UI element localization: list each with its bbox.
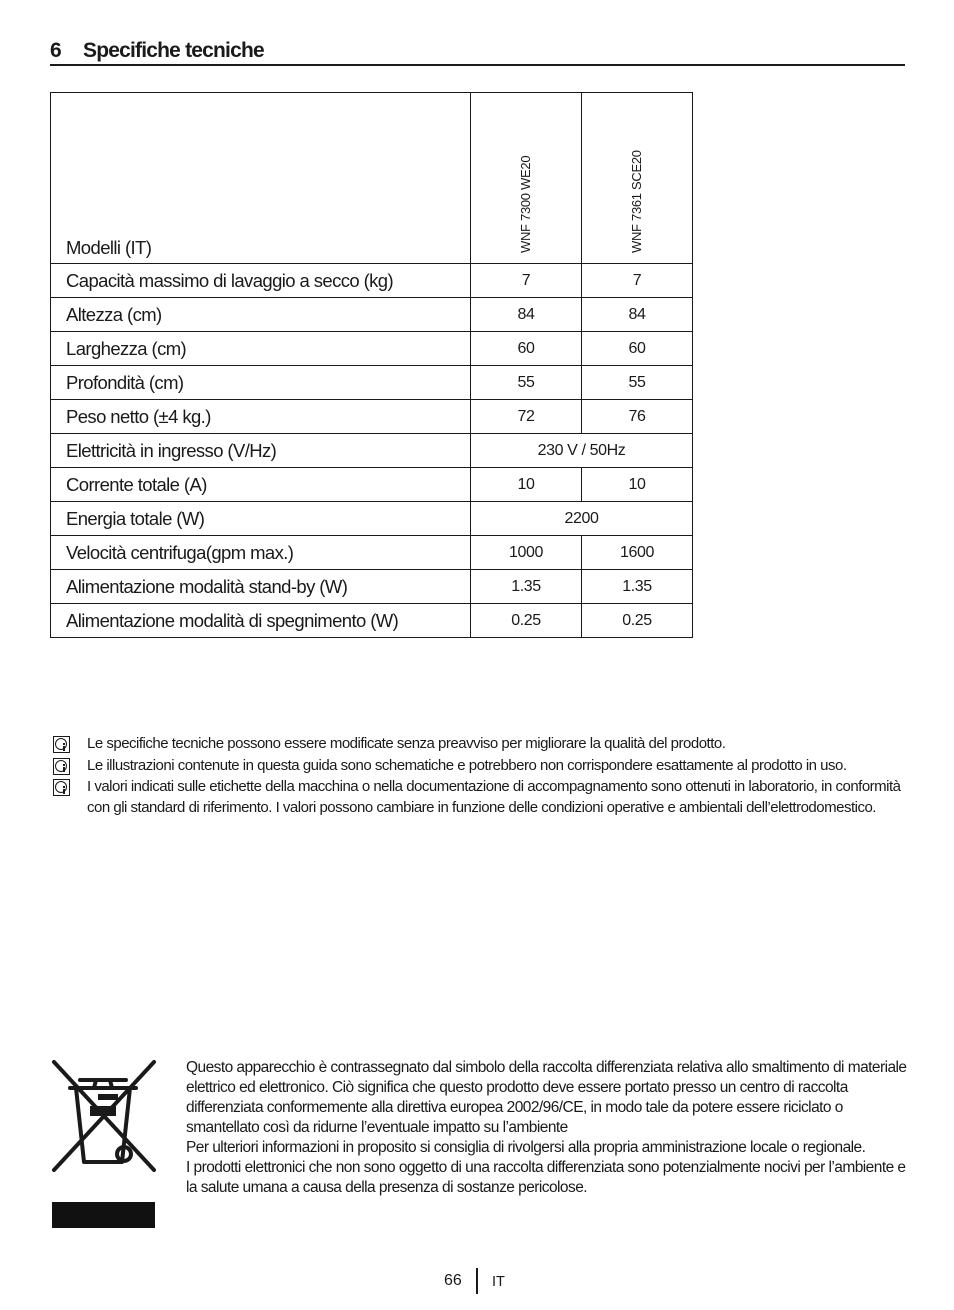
disposal-paragraph: Per ulteriori informazioni in proposito si consiglia di rivolgersi alla propria amministrazione locale o regionale. <box>186 1139 866 1156</box>
row-value: 84 <box>582 298 693 332</box>
crossed-bin-icon <box>50 1058 158 1178</box>
row-merged-value: 2200 <box>471 502 693 536</box>
footer-divider <box>476 1268 478 1294</box>
model-header-1 <box>471 93 582 264</box>
row-label: Alimentazione modalità stand-by (W) <box>51 570 471 604</box>
row-value: 60 <box>582 332 693 366</box>
model-name: WNF 7361 SCE20 <box>629 150 644 253</box>
disposal-text <box>186 1058 910 1198</box>
row-value: 76 <box>582 400 693 434</box>
row-value: 0.25 <box>582 604 693 638</box>
row-label: Altezza (cm) <box>51 298 471 332</box>
table-row <box>51 570 693 604</box>
row-value: 10 <box>582 468 693 502</box>
header-label: Modelli (IT) <box>51 93 471 264</box>
section-heading <box>50 38 905 66</box>
disposal-paragraph: Questo apparecchio è contrassegnato dal simbolo della raccolta differenziata relativa allo smaltimento di materiale elettrico ed elettronico. Ciò significa che questo prodotto deve essere portato presso un centro di raccolta differenziata conformemente alla direttiva europea 2002/96/CE, in modo tale da potere essere riciclato o smantellato così da ridurne l’eventuale impatto su l’ambiente <box>186 1059 907 1136</box>
section-title: Specifiche tecniche <box>83 39 264 62</box>
section-number: 6 <box>50 39 61 62</box>
note-item <box>50 777 910 818</box>
row-label: Larghezza (cm) <box>51 332 471 366</box>
row-value: 72 <box>471 400 582 434</box>
row-value: 7 <box>471 264 582 298</box>
page-number: 66 <box>444 1272 462 1289</box>
language-code: IT <box>492 1274 505 1290</box>
row-label: Energia totale (W) <box>51 502 471 536</box>
row-label: Alimentazione modalità di spegnimento (W) <box>51 604 471 638</box>
info-icon <box>53 736 70 753</box>
table-row <box>51 366 693 400</box>
page-footer <box>0 1268 954 1298</box>
row-value: 55 <box>582 366 693 400</box>
notes-list <box>50 734 910 819</box>
row-value: 1000 <box>471 536 582 570</box>
row-label: Corrente totale (A) <box>51 468 471 502</box>
row-merged-value: 230 V / 50Hz <box>471 434 693 468</box>
row-value: 1.35 <box>471 570 582 604</box>
row-value: 84 <box>471 298 582 332</box>
row-label: Elettricità in ingresso (V/Hz) <box>51 434 471 468</box>
info-icon <box>53 758 70 775</box>
row-value: 1600 <box>582 536 693 570</box>
table-row <box>51 536 693 570</box>
table-row <box>51 264 693 298</box>
table-row <box>51 468 693 502</box>
model-header-2 <box>582 93 693 264</box>
row-value: 10 <box>471 468 582 502</box>
note-text: Le specifiche tecniche possono essere modificate senza preavviso per migliorare la qualità del prodotto. <box>87 735 726 752</box>
table-row <box>51 434 693 468</box>
note-text: Le illustrazioni contenute in questa guida sono schematiche e potrebbero non corrispondere esattamente al prodotto in uso. <box>87 756 847 774</box>
note-item <box>50 756 910 777</box>
weee-black-bar <box>52 1202 155 1228</box>
note-text: I valori indicati sulle etichette della macchina o nella documentazione di accompagnamento sono ottenuti in laboratorio, in conformità con gli standard di riferimento. I valori possono cambiare in funzione delle condizioni operative e ambientali dell’elettrodomestico. <box>87 778 901 816</box>
row-value: 0.25 <box>471 604 582 638</box>
table-row <box>51 502 693 536</box>
row-value: 55 <box>471 366 582 400</box>
model-name: WNF 7300 WE20 <box>518 155 533 253</box>
row-value: 60 <box>471 332 582 366</box>
row-label: Profondità (cm) <box>51 366 471 400</box>
row-label: Peso netto (±4 kg.) <box>51 400 471 434</box>
table-row <box>51 332 693 366</box>
row-value: 7 <box>582 264 693 298</box>
table-header-row <box>51 93 693 264</box>
table-row <box>51 298 693 332</box>
spec-table <box>50 92 693 638</box>
table-row <box>51 400 693 434</box>
row-value: 1.35 <box>582 570 693 604</box>
table-row <box>51 604 693 638</box>
row-label: Capacità massimo di lavaggio a secco (kg) <box>51 264 471 298</box>
disposal-paragraph: I prodotti elettronici che non sono oggetto di una raccolta differenziata sono potenzialmente nocivi per l’ambiente e la salute umana a causa della presenza di sostanze pericolose. <box>186 1159 906 1196</box>
row-label: Velocità centrifuga(gpm max.) <box>51 536 471 570</box>
note-item <box>50 734 910 755</box>
info-icon <box>53 779 70 796</box>
